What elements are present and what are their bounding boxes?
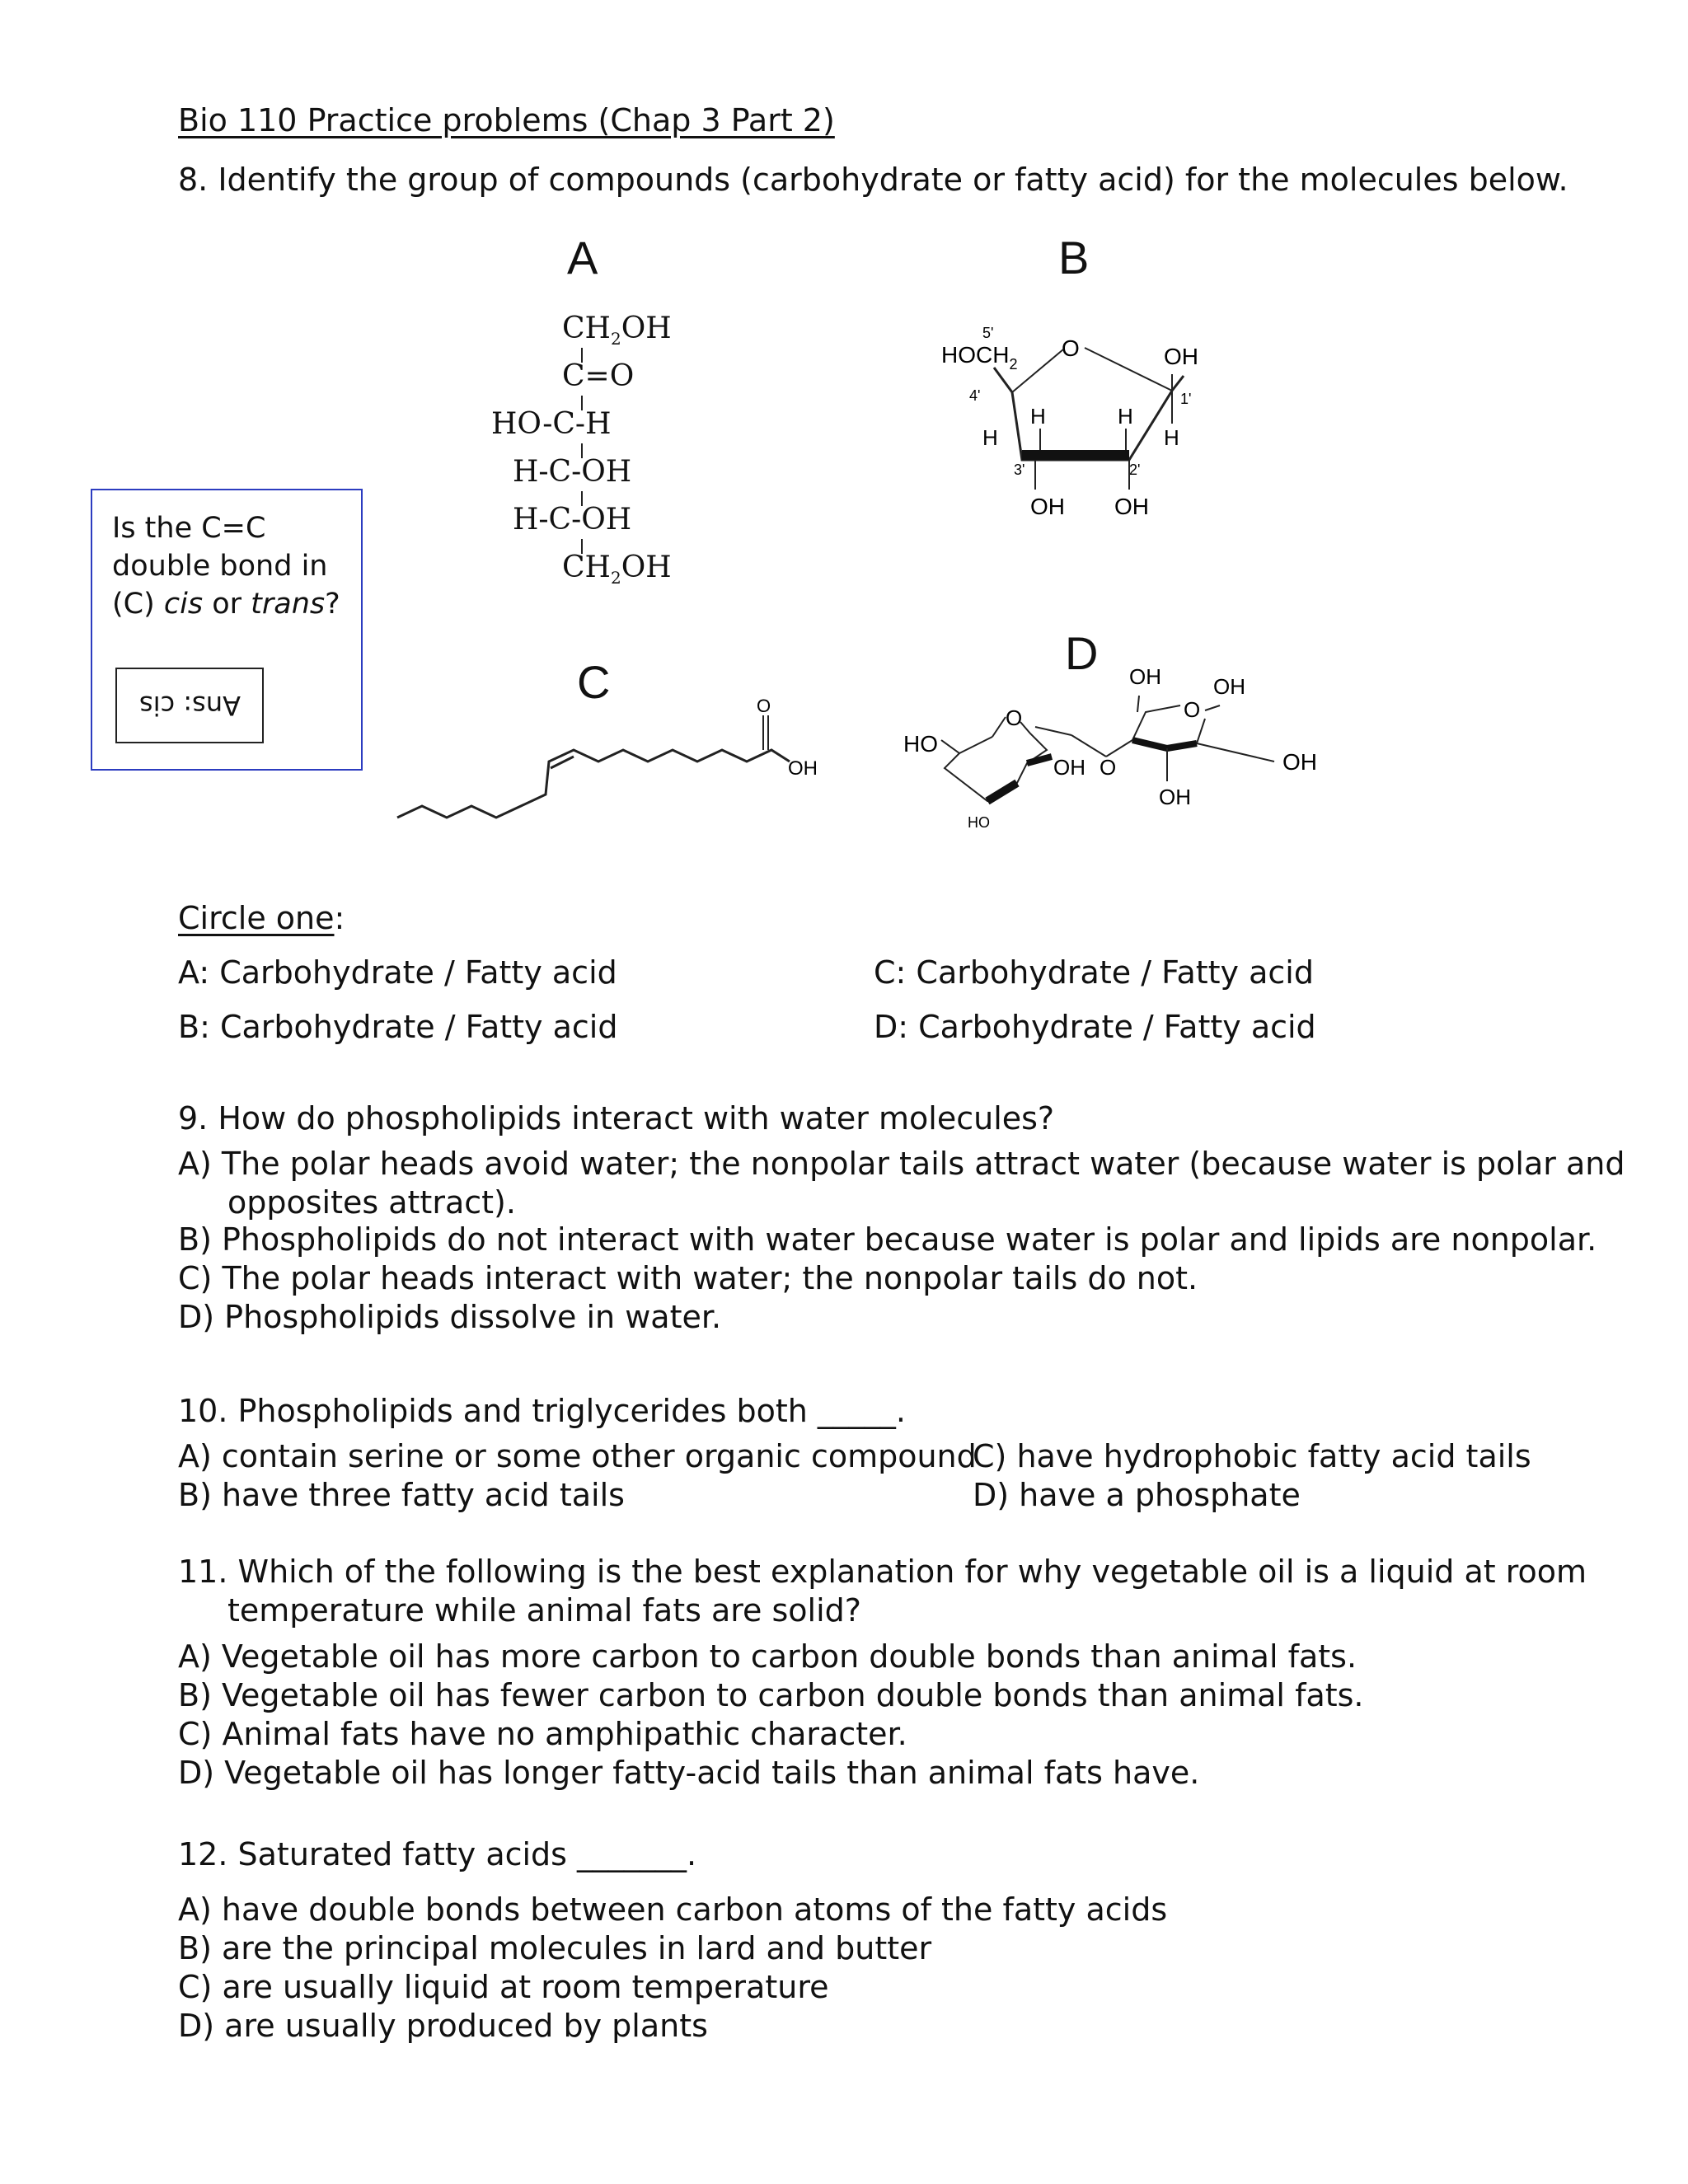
molecule-d-structure <box>890 651 1352 832</box>
mol-b-1prime: 1' <box>1180 391 1192 407</box>
question-12-prompt: 12. Saturated fatty acids _______. <box>178 1836 697 1872</box>
mol-d-oh-1: OH <box>1053 755 1085 780</box>
q9-choice-a-cont: opposites attract). <box>227 1184 516 1221</box>
option-d[interactable]: D: Carbohydrate / Fatty acid <box>874 1009 1316 1045</box>
q9-choice-a[interactable]: A) The polar heads avoid water; the nonpolar tails attract water (because water is polar and <box>178 1146 1625 1182</box>
callout-line-1: Is the C=C <box>112 512 266 545</box>
mol-d-ring-o-2: O <box>1184 697 1201 722</box>
q10-choice-c[interactable]: C) have hydrophobic fatty acid tails <box>973 1438 1531 1474</box>
mol-a-row-5: H-C-OH <box>513 503 632 537</box>
page-title: Bio 110 Practice problems (Chap 3 Part 2) <box>178 102 835 138</box>
option-a[interactable]: A: Carbohydrate / Fatty acid <box>178 954 617 991</box>
mol-b-oh-2: OH <box>1114 494 1149 519</box>
mol-b-oh-1: OH <box>1164 344 1198 369</box>
callout-line-2: double bond in <box>112 550 328 583</box>
molecule-a-label: A <box>567 232 598 284</box>
q12-choice-d[interactable]: D) are usually produced by plants <box>178 2008 708 2044</box>
mol-b-h-2: H <box>1118 404 1133 429</box>
mol-a-row-6: $CH_2OH$ <box>562 551 672 588</box>
mol-d-oh-3: OH <box>1213 674 1245 699</box>
question-10-prompt: 10. Phospholipids and triglycerides both _____. <box>178 1393 906 1429</box>
molecule-d-label: D <box>1065 627 1099 679</box>
molecule-b-label: B <box>1058 232 1090 284</box>
q9-choice-c[interactable]: C) The polar heads interact with water; the nonpolar tails do not. <box>178 1260 1198 1296</box>
option-b[interactable]: B: Carbohydrate / Fatty acid <box>178 1009 618 1045</box>
mol-a-row-2: C=O <box>562 359 635 393</box>
q10-choice-b[interactable]: B) have three fatty acid tails <box>178 1477 625 1513</box>
mol-d-link-o: O <box>1100 755 1117 780</box>
q12-choice-a[interactable]: A) have double bonds between carbon atoms of the fatty acids <box>178 1891 1168 1928</box>
mol-b-4prime: 4' <box>969 387 981 404</box>
q10-choice-d[interactable]: D) have a phosphate <box>973 1477 1301 1513</box>
q11-choice-a[interactable]: A) Vegetable oil has more carbon to carbon double bonds than animal fats. <box>178 1638 1357 1675</box>
mol-b-3prime: 3' <box>1014 462 1025 478</box>
q11-choice-c[interactable]: C) Animal fats have no amphipathic character. <box>178 1716 907 1752</box>
question-11-prompt-cont: temperature while animal fats are solid? <box>227 1592 861 1629</box>
q10-choice-a[interactable]: A) contain serine or some other organic compound <box>178 1438 977 1474</box>
answer-box <box>115 668 264 743</box>
q12-choice-b[interactable]: B) are the principal molecules in lard and butter <box>178 1930 932 1966</box>
mol-a-row-4: H-C-OH <box>513 455 632 489</box>
circle-one-heading: Circle one: <box>178 900 345 936</box>
mol-b-5prime: 5' <box>982 325 994 341</box>
mol-d-oh-4: OH <box>1282 749 1317 775</box>
mol-d-oh-2: OH <box>1129 664 1161 689</box>
mol-a-row-1: $CH_2OH$ <box>562 312 672 349</box>
answer-text: Ans: cis <box>138 690 241 721</box>
mol-a-row-3: HO-C-H <box>491 407 612 441</box>
mol-b-ring-o: O <box>1062 335 1080 361</box>
mol-b-h-3: H <box>982 425 998 450</box>
q11-choice-d[interactable]: D) Vegetable oil has longer fatty-acid tails than animal fats have. <box>178 1755 1200 1791</box>
option-c[interactable]: C: Carbohydrate / Fatty acid <box>874 954 1314 991</box>
q9-choice-d[interactable]: D) Phospholipids dissolve in water. <box>178 1299 722 1335</box>
mol-d-ho: HO <box>903 731 938 757</box>
mol-b-h-4: H <box>1164 425 1179 450</box>
mol-b-h-1: H <box>1030 404 1046 429</box>
mol-c-oxygen: O <box>757 696 771 716</box>
q11-choice-b[interactable]: B) Vegetable oil has fewer carbon to carbon double bonds than animal fats. <box>178 1677 1364 1713</box>
mol-a-bonds <box>569 344 593 567</box>
mol-b-hoch2: $HOCH_2$ <box>941 342 1018 373</box>
molecule-b-structure <box>931 313 1245 527</box>
question-11-prompt: 11. Which of the following is the best explanation for why vegetable oil is a liquid at room <box>178 1554 1587 1590</box>
mol-d-ring-o-1: O <box>1006 705 1023 730</box>
q12-choice-c[interactable]: C) are usually liquid at room temperature <box>178 1969 829 2005</box>
mol-c-oh: OH <box>788 757 818 780</box>
mol-d-ho-partial: HO <box>968 814 990 831</box>
question-8-prompt: 8. Identify the group of compounds (carbohydrate or fatty acid) for the molecules below. <box>178 162 1568 198</box>
mol-b-2prime: 2' <box>1129 462 1141 478</box>
molecule-c-label: C <box>577 656 611 708</box>
q9-choice-b[interactable]: B) Phospholipids do not interact with water because water is polar and lipids are nonpolar. <box>178 1221 1597 1258</box>
mol-b-oh-3: OH <box>1030 494 1065 519</box>
mol-d-oh-5: OH <box>1159 785 1191 809</box>
callout-line-3: (C) cis or trans? <box>112 588 340 621</box>
molecule-c-structure <box>387 692 849 832</box>
question-9-prompt: 9. How do phospholipids interact with water molecules? <box>178 1100 1055 1137</box>
